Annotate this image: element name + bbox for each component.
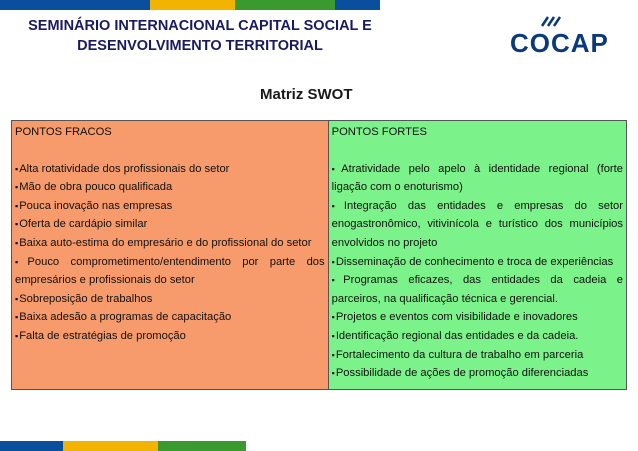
- list-item: [332, 327, 623, 346]
- square-bullet-icon: ▪: [15, 219, 19, 230]
- square-bullet-icon: ▪: [331, 200, 343, 211]
- square-bullet-icon: ▪: [15, 182, 19, 193]
- top-bar-blue-2: [335, 0, 380, 10]
- bottom-bar-green: [158, 441, 246, 451]
- list-item: [15, 234, 325, 253]
- list-item-text: Falta de estratégias de promoção: [19, 329, 186, 342]
- strengths-list: [332, 160, 623, 383]
- square-bullet-icon: ▪: [15, 293, 19, 304]
- weaknesses-cell: [12, 121, 329, 390]
- list-item: [15, 160, 325, 179]
- list-item: [15, 253, 325, 290]
- list-item: [15, 178, 325, 197]
- list-item-text: Sobreposição de trabalhos: [19, 292, 153, 305]
- square-bullet-icon: ▪: [331, 312, 335, 323]
- list-item: [15, 308, 325, 327]
- list-item: [332, 160, 623, 197]
- matrix-title: Matriz SWOT: [260, 86, 353, 103]
- square-bullet-icon: ▪: [331, 349, 335, 360]
- square-bullet-icon: ▪: [15, 330, 19, 341]
- swot-row: [12, 121, 627, 390]
- list-item: [332, 346, 623, 365]
- list-item-text: Mão de obra pouco qualificada: [19, 181, 173, 194]
- square-bullet-icon: ▪: [15, 200, 19, 211]
- list-item-text: Baixa auto-estima do empresário e do profissional do setor: [19, 236, 312, 249]
- list-item-text: Fortalecimento da cultura de trabalho em parceria: [335, 348, 584, 361]
- list-item-text: Alta rotatividade dos profissionais do setor: [19, 162, 230, 175]
- list-item-text: Baixa adesão a programas de capacitação: [19, 311, 232, 324]
- weaknesses-list: [15, 160, 325, 346]
- list-item: [332, 308, 623, 327]
- list-item-text: Integração das entidades e empresas do setor enogastronômico, vitivinícola e turístico dos municípios envolvidos no projeto: [331, 199, 623, 249]
- list-item-text: Pouco comprometimento/entendimento por parte dos empresários e profissionais do setor: [15, 255, 325, 287]
- list-item: [15, 290, 325, 309]
- square-bullet-icon: ▪: [331, 275, 343, 286]
- list-item-text: Atratividade pelo apelo à identidade regional (forte ligação com o enoturismo): [331, 162, 623, 194]
- bottom-bar-blue: [0, 441, 63, 451]
- list-item-text: Programas eficazes, das entidades da cadeia e parceiros, na qualificação técnica e gerencial.: [331, 274, 623, 305]
- strengths-cell: [328, 121, 626, 390]
- top-bar-yellow: [150, 0, 235, 10]
- list-item: [332, 253, 623, 272]
- square-bullet-icon: ▪: [331, 163, 341, 174]
- list-item-text: Disseminação de conhecimento e troca de experiências: [335, 255, 614, 268]
- logo-mark-icon: [538, 16, 578, 28]
- bottom-color-bars: [0, 441, 638, 451]
- square-bullet-icon: ▪: [331, 368, 335, 379]
- strengths-heading: PONTOS FORTES: [331, 126, 427, 138]
- logo-text: COCAP: [510, 28, 609, 58]
- list-item-text: Oferta de cardápio similar: [19, 218, 148, 231]
- square-bullet-icon: ▪: [15, 163, 19, 174]
- swot-table: [11, 120, 627, 390]
- list-item-text: Pouca inovação nas empresas: [19, 199, 173, 212]
- seminar-title: SEMINÁRIO INTERNACIONAL CAPITAL SOCIAL E DESENVOLVIMENTO TERRITORIAL: [28, 18, 372, 54]
- list-item-text: Projetos e eventos com visibilidade e inovadores: [335, 311, 578, 324]
- list-item-text: Identificação regional das entidades e da cadeia.: [335, 329, 579, 342]
- list-item-text: Possibilidade de ações de promoção diferenciadas: [335, 367, 589, 380]
- top-bar-green: [235, 0, 335, 10]
- list-item: [332, 197, 623, 253]
- top-bar-blue: [0, 0, 150, 10]
- square-bullet-icon: ▪: [15, 256, 27, 267]
- list-item: [15, 197, 325, 216]
- square-bullet-icon: ▪: [15, 237, 19, 248]
- list-item: [15, 327, 325, 346]
- square-bullet-icon: ▪: [15, 312, 19, 323]
- square-bullet-icon: ▪: [331, 330, 335, 341]
- cocap-logo: [510, 12, 630, 60]
- bottom-bar-yellow: [63, 441, 158, 451]
- weaknesses-heading: PONTOS FRACOS: [15, 126, 112, 138]
- top-color-bars: [0, 0, 638, 10]
- list-item: [332, 271, 623, 308]
- list-item: [15, 215, 325, 234]
- list-item: [332, 364, 623, 383]
- square-bullet-icon: ▪: [331, 256, 335, 267]
